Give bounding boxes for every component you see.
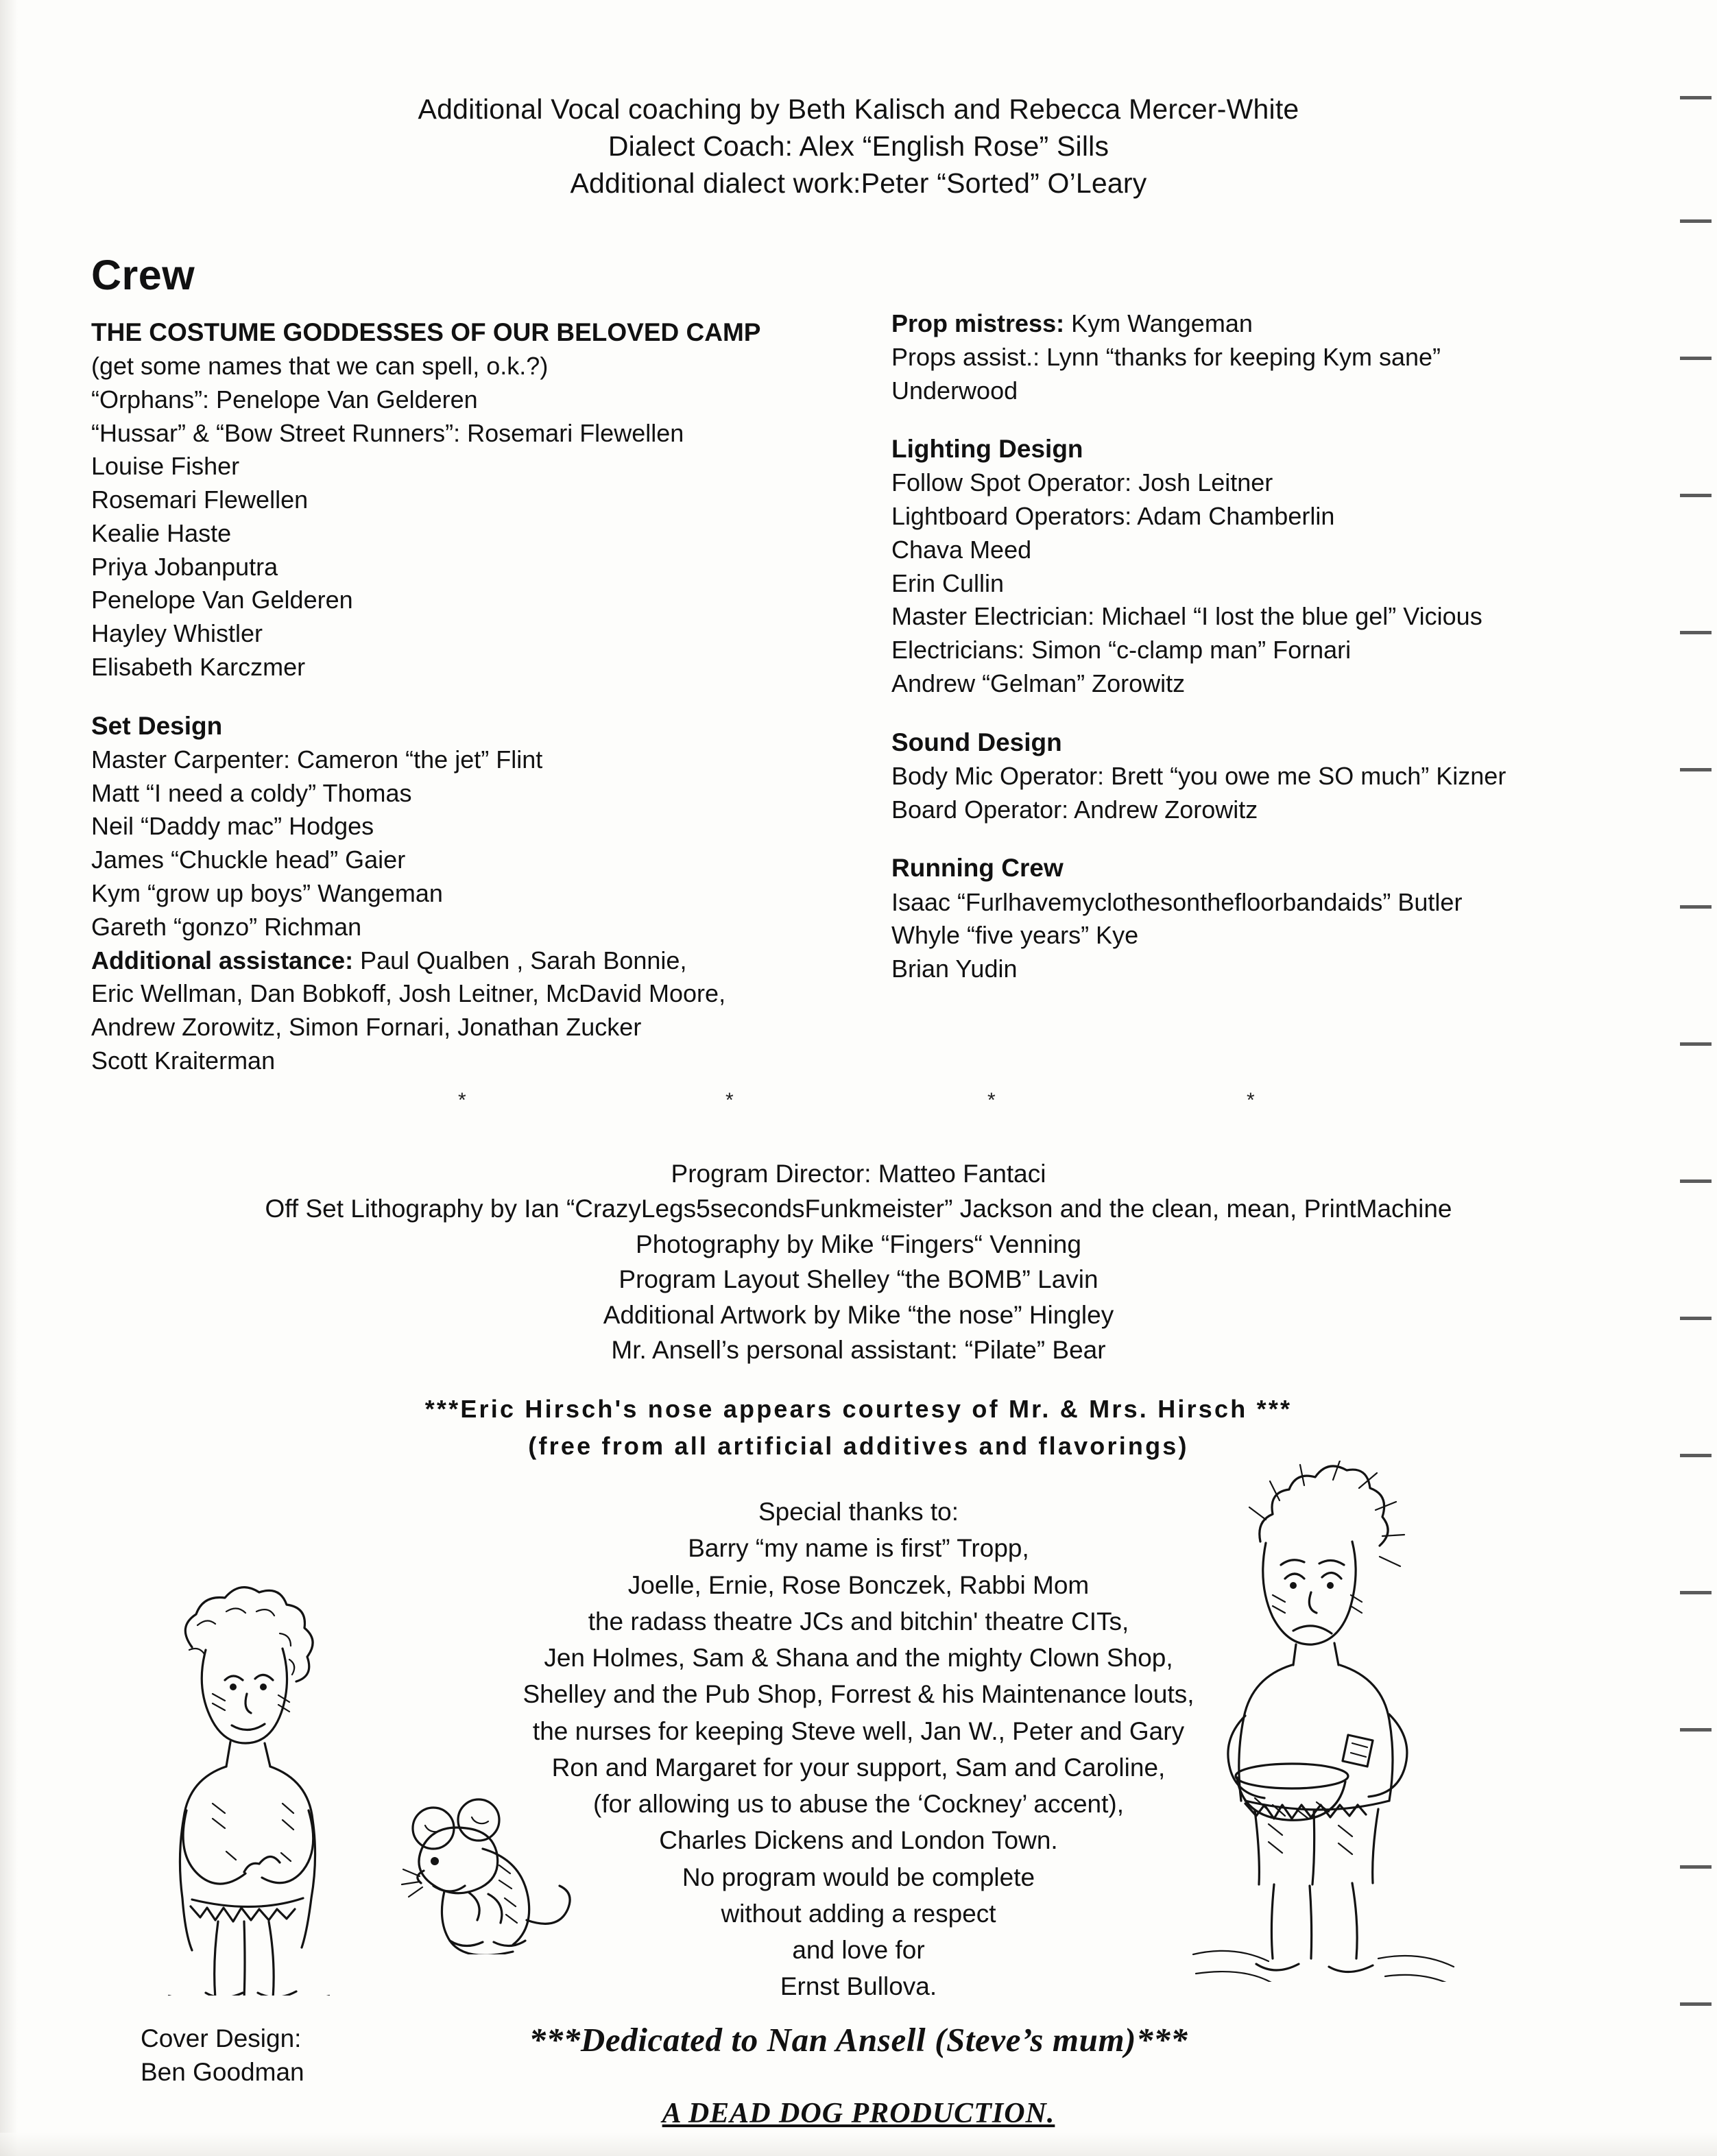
asterisk-icon: * [458, 1089, 466, 1112]
costume-line: Elisabeth Karczmer [91, 653, 306, 682]
sound-line: Body Mic Operator: Brett “you owe me SO much” Kizner [891, 761, 1506, 790]
additional-assistance-label: Additional assistance: [91, 946, 354, 974]
sound-heading: Sound Design [891, 728, 1062, 756]
thanks-line: Ron and Margaret for your support, Sam and Caroline, [551, 1753, 1166, 1782]
lighting-heading: Lighting Design [891, 435, 1083, 464]
running-crew-line: Isaac “Furlhavemyclothesonthefloorbandaids” Butler [891, 887, 1463, 916]
props-line: Props assist.: Lynn “thanks for keeping Kym sane” [891, 342, 1441, 371]
set-design-line: Master Carpenter: Cameron “the jet” Flint [91, 745, 543, 774]
production-tagline: A DEAD DOG PRODUCTION. [662, 2098, 1055, 2129]
set-design-line: James “Chuckle head” Gaier [91, 846, 406, 874]
column-spacer [91, 684, 873, 709]
credit-line: Additional Artwork by Mike “the nose” Hingley [603, 1300, 1114, 1329]
credit-line: Off Set Lithography by Ian “CrazyLegs5secondsFunkmeister” Jackson and the clean, mean, PrintMachine [265, 1195, 1452, 1223]
production-credits [0, 1156, 1717, 1368]
credit-line: Mr. Ansell’s personal assistant: “Pilate” Bear [611, 1336, 1106, 1365]
thanks-line: Special thanks to: [758, 1498, 959, 1526]
costume-line: Priya Jobanputra [91, 552, 278, 581]
prop-mistress-label: Prop mistress: [891, 309, 1065, 337]
set-design-line: Matt “I need a coldy” Thomas [91, 778, 412, 807]
set-design-line: Gareth “gonzo” Richman [91, 912, 362, 941]
lighting-line: Erin Cullin [891, 568, 1005, 597]
costume-line: Penelope Van Gelderen [91, 586, 353, 614]
thanks-line: the radass theatre JCs and bitchin' theatre CITs, [588, 1607, 1129, 1636]
dedication-text: ***Dedicated to Nan Ansell (Steve’s mum)*** [529, 2021, 1188, 2059]
girl-cartoon-icon [110, 1584, 370, 1996]
prop-mistress-name: Kym Wangeman [1064, 309, 1253, 337]
thanks-line: Joelle, Ernie, Rose Bonczek, Rabbi Mom [627, 1570, 1090, 1599]
additional-assistance-names: Paul Qualben , Sarah Bonnie, [360, 946, 687, 974]
cover-design-name: Ben Goodman [141, 2058, 304, 2087]
thanks-line: Shelley and the Pub Shop, Forrest & his Maintenance louts, [523, 1680, 1194, 1709]
thanks-line: Charles Dickens and London Town. [659, 1826, 1058, 1855]
boy-with-bowl-cartoon-icon [1179, 1461, 1467, 1982]
set-design-line: Neil “Daddy mac” Hodges [91, 812, 374, 841]
additional-assistance-line: Eric Wellman, Dan Bobkoff, Josh Leitner, McDavid Moore, [91, 979, 726, 1008]
costume-line: Hayley Whistler [91, 619, 263, 648]
costume-heading: THE COSTUME GODDESSES OF OUR BELOVED CAMP [91, 318, 761, 346]
thanks-line: without adding a respect [721, 1899, 996, 1928]
prop-mistress-row [891, 307, 1659, 341]
column-spacer [891, 701, 1659, 726]
props-line: Underwood [891, 376, 1018, 405]
thanks-line: the nurses for keeping Steve well, Jan W., Peter and Gary [532, 1716, 1185, 1745]
scan-edge-bottom [0, 2133, 1717, 2156]
asterisk-icon: * [1247, 1089, 1255, 1112]
lighting-line: Master Electrician: Michael “I lost the blue gel” Vicious [891, 602, 1482, 631]
asterisk-icon: * [987, 1089, 996, 1112]
credit-line: Photography by Mike “Fingers“ Venning [636, 1230, 1081, 1258]
lighting-line: Chava Meed [891, 535, 1032, 564]
asterisk-icon: * [725, 1089, 734, 1112]
credit-line: Program Director: Matteo Fantaci [671, 1160, 1046, 1188]
additional-assistance-line: Scott Kraiterman [91, 1046, 276, 1075]
thanks-line: Barry “my name is first” Tropp, [688, 1534, 1029, 1563]
costume-line: Louise Fisher [91, 452, 240, 481]
column-spacer [891, 826, 1659, 851]
header-credits [0, 91, 1717, 202]
running-crew-line: Brian Yudin [891, 955, 1018, 983]
thanks-line: (for allowing us to abuse the ‘Cockney’ accent), [593, 1790, 1124, 1819]
costume-line: (get some names that we can spell, o.k.?) [91, 352, 549, 381]
additional-assistance-row [91, 944, 873, 978]
running-crew-heading: Running Crew [891, 854, 1064, 883]
running-crew-line: Whyle “five years” Kye [891, 921, 1139, 950]
costume-line: “Hussar” & “Bow Street Runners”: Rosemari Flewellen [91, 418, 684, 447]
thanks-line: Ernst Bullova. [780, 1972, 937, 2001]
asterisk-separator [0, 1089, 1717, 1112]
crew-left-column [91, 315, 873, 1078]
credit-line: Program Layout Shelley “the BOMB” Lavin [619, 1265, 1098, 1294]
nose-disclaimer-line-2: (free from all artificial additives and flavorings) [528, 1432, 1189, 1460]
set-design-heading: Set Design [91, 711, 223, 740]
column-spacer [891, 407, 1659, 432]
thanks-line: No program would be complete [682, 1862, 1035, 1891]
lighting-line: Andrew “Gelman” Zorowitz [891, 669, 1186, 698]
mouse-cartoon-icon [384, 1790, 576, 1954]
costume-line: “Orphans”: Penelope Van Gelderen [91, 385, 478, 414]
nose-disclaimer [0, 1391, 1717, 1465]
crew-right-column [891, 307, 1659, 986]
cover-design-label: Cover Design: [141, 2024, 302, 2052]
sound-line: Board Operator: Andrew Zorowitz [891, 795, 1258, 824]
page-title: Crew [91, 252, 195, 298]
header-line-3: Additional dialect work:Peter “Sorted” O’Leary [570, 167, 1147, 200]
additional-assistance-line: Andrew Zorowitz, Simon Fornari, Jonathan Zucker [91, 1013, 642, 1042]
costume-line: Rosemari Flewellen [91, 486, 309, 514]
lighting-line: Follow Spot Operator: Josh Leitner [891, 468, 1273, 497]
costume-line: Kealie Haste [91, 518, 232, 547]
nose-disclaimer-line-1: ***Eric Hirsch's nose appears courtesy of Mr. & Mrs. Hirsch *** [424, 1395, 1293, 1423]
set-design-line: Kym “grow up boys” Wangeman [91, 878, 443, 907]
lighting-line: Lightboard Operators: Adam Chamberlin [891, 502, 1335, 531]
header-line-1: Additional Vocal coaching by Beth Kalisch and Rebecca Mercer-White [418, 93, 1299, 125]
lighting-line: Electricians: Simon “c-clamp man” Fornari [891, 636, 1352, 664]
header-line-2: Dialect Coach: Alex “English Rose” Sills [608, 130, 1109, 163]
thanks-line: and love for [792, 1936, 925, 1965]
thanks-line: Jen Holmes, Sam & Shana and the mighty Clown Shop, [544, 1644, 1173, 1673]
